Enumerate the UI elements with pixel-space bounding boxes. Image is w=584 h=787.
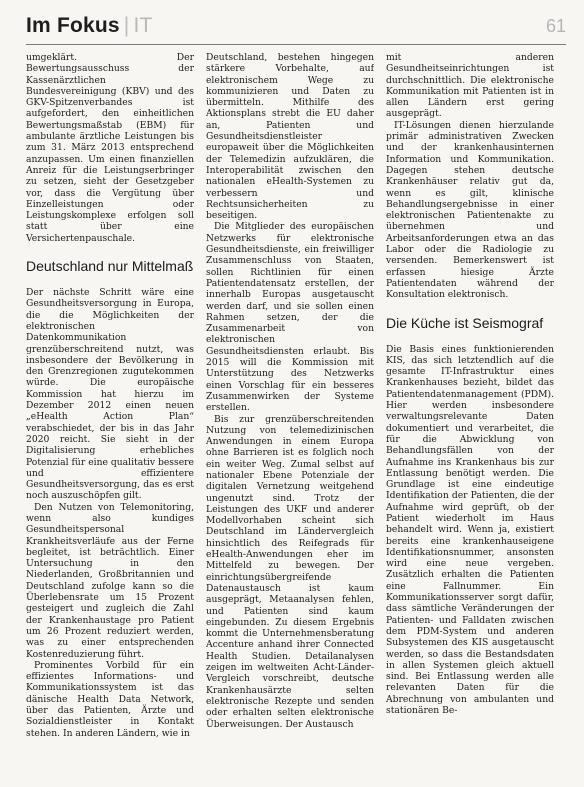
article-body (26, 52, 554, 780)
subheading: Deutschland nur Mittelmaß (26, 258, 194, 275)
page-number: 61 (545, 16, 566, 36)
paragraph: mit anderen Gesundheitseinrichtungen ist durchschnittlich. Die elektronische Kommunikation mit Patienten ist in allen Ländern erst gering ausgeprägt. (386, 52, 554, 120)
section-heading (26, 14, 153, 38)
paragraph: IT-Lösungen dienen hierzulande primär administrativen Zwecken und der krankenhausinternen Information und Kommunikation. Dagegen stehen deutsche Krankenhäuser relativ gut da, wenn es gilt, klinische Behandlungsergebnisse in einer elektronischen Patientenakte zu übernehmen und Arbeitsanforderungen etwa an das Labor oder die Radiologie zu versenden. Bemerkenswert ist erfassen hiesige Ärzte Patientendaten während der Konsultation elektronisch. (386, 119, 554, 301)
paragraph: Prominentes Vorbild für ein effizientes Informations- und Kommunikationssystem ist das dänische Health Data Network, über das Patienten, Ärzte und Sozialdienstleister in Kontakt stehen. In anderen Ländern, wie in (26, 659, 194, 739)
section-separator: | (123, 14, 130, 37)
section-label: IT (133, 14, 153, 37)
paragraph: Deutschland, bestehen hingegen stärkere Vorbehalte, auf elektronischem Wege zu kommunizieren und Daten zu übermitteln. Mithilfe des Aktionsplans strebt die EU daher an, Patienten und Gesundheitsdienstleister europaweit über die Möglichkeiten der Telemedizin aufzuklären, die Interoperabilität zwischen den nationalen eHealth-Systemen zu verbessern und Rechtsunsicherheiten zu beseitigen. (206, 52, 374, 222)
section-title: Im Fokus (26, 14, 120, 37)
paragraph: Die Mitglieder des europäischen Netzwerks für elektronische Gesundheitsdienste, ein freiwilliger Zusammenschluss von Staaten, sollen Richtlinien für einen Patientendatensatz erstellen, der innerhalb Europas ausgetauscht werden darf, und sie sollen einen Rahmen setzen, der die Zusammenarbeit von elektronischen Gesundheitsdiensten erlaubt. Bis 2015 will die Kommission mit Unterstützung des Netzwerks einen Vorschlag für ein besseres Zusammenwirken der Systeme erstellen. (206, 221, 374, 414)
paragraph: Den Nutzen von Telemonitoring, wenn also kundiges Gesundheitspersonal Krankheitsverläufe aus der Ferne begleitet, ist beträchtlich. Einer Untersuchung in den Niederlanden, Großbritannien und Deutschland zufolge kann so die Überlebensrate um 15 Prozent gesteigert und zugleich die Zahl der Krankenhaustage pro Patient um 26 Prozent reduziert werden, was zu einer entsprechenden Kostenreduzierung führt. (26, 501, 194, 660)
header-rule (26, 44, 566, 45)
page-header (26, 14, 566, 44)
text-column-3 (386, 52, 554, 780)
text-column-1 (26, 52, 194, 780)
paragraph: Bis zur grenzüberschreitenden Nutzung von telemedizinischen Anwendungen in einem Europa ohne Barrieren ist es folglich noch ein weiter Weg. Zumal selbst auf nationaler Ebene Potenziale der digitalen Vernetzung weitgehend ungenutzt sind. Trotz der Leistungen des UKF und anderer Modellvorhaben scheint sich Deutschland im Ländervergleich hinsichtlich des Reifegrads für eHealth-Anwendungen eher im Mittelfeld zu bewegen. Der einrichtungsübergreifende Datenaustausch ist kaum ausgeprägt, Metaanalysen fehlen, und Patienten sind kaum eingebunden. Zu diesem Ergebnis kommt die Unternehmensberatung Accenture anhand ihrer Connected Health Studien. Detailanalysen zeigen im weltweiten Acht-Länder-Vergleich vorschreibt, deutsche Krankenhausärzte selten elektronische Rezepte und senden oder erhalten selten elektronische Überweisungen. Der Austausch (206, 413, 374, 730)
text-column-2 (206, 52, 374, 780)
paragraph: Die Basis eines funktionierenden KIS, das sich letztendlich auf die gesamte IT-Infrastruktur eines Krankenhauses bezieht, bildet das Patientendatenmanagement (PDM). Hier werden insbesondere verwaltungsrelevante Daten dokumentiert und verarbeitet, die für die Abwicklung von Behandlungsfällen von der Aufnahme ins Krankenhaus bis zur Entlassung benötigt werden. Die Grundlage ist eine eindeutige Identifikation der Patienten, die der Aufnahme wird geprüft, ob der Patient wiederholt im Haus behandelt wird. Wenn ja, existiert bereits eine krankenhauseigene Identifikationsnummer, ansonsten wird eine neue vergeben. Zusätzlich erhalten die Patienten eine Fallnummer. Ein Kommunikationsserver sorgt dafür, dass sämtliche Veränderungen der Patienten- und Falldaten zwischen dem PDM-System und anderen Subsystemen des KIS ausgetauscht werden, so dass die Bestandsdaten in allen Systemen gleich aktuell sind. Bei Entlassung werden alle relevanten Daten für die Abrechnung von ambulanten und stationären Be- (386, 343, 554, 717)
paragraph: Der nächste Schritt wäre eine Gesundheitsversorgung in Europa, die die Möglichkeiten der elektronischen Datenkommunikation grenzüberschreitend nutzt, was insbesondere der Bevölkerung in den Grenzregionen zugutekommen würde. Die europäische Kommission hat hierzu im Dezember 2012 einen neuen „eHealth Action Plan“ verabschiedet, der bis in das Jahr 2020 reicht. Sie sieht in der Digitalisierung erhebliches Potenzial für eine qualitativ bessere und effizientere Gesundheitsversorgung, das es erst noch auszuschöpfen gilt. (26, 287, 194, 502)
subheading: Die Küche ist Seismograf (386, 314, 544, 331)
paragraph: umgeklärt. Der Bewertungsausschuss der Kassenärztlichen Bundesvereinigung (KBV) und des GKV-Spitzenverbandes ist aufgefordert, den einheitlichen Bewertungsmaßstab (EBM) für ambulante ärztliche Leistungen bis zum 31. März 2013 entsprechend anzupassen. Um einen finanziellen Anreiz für die Leistungserbringer zu setzen, sieht der Gesetzgeber vor, dass die Vergütung über Einzelleistungen oder Leistungskomplexe erfolgen soll statt über eine Versichertenpauschale. (26, 52, 194, 244)
